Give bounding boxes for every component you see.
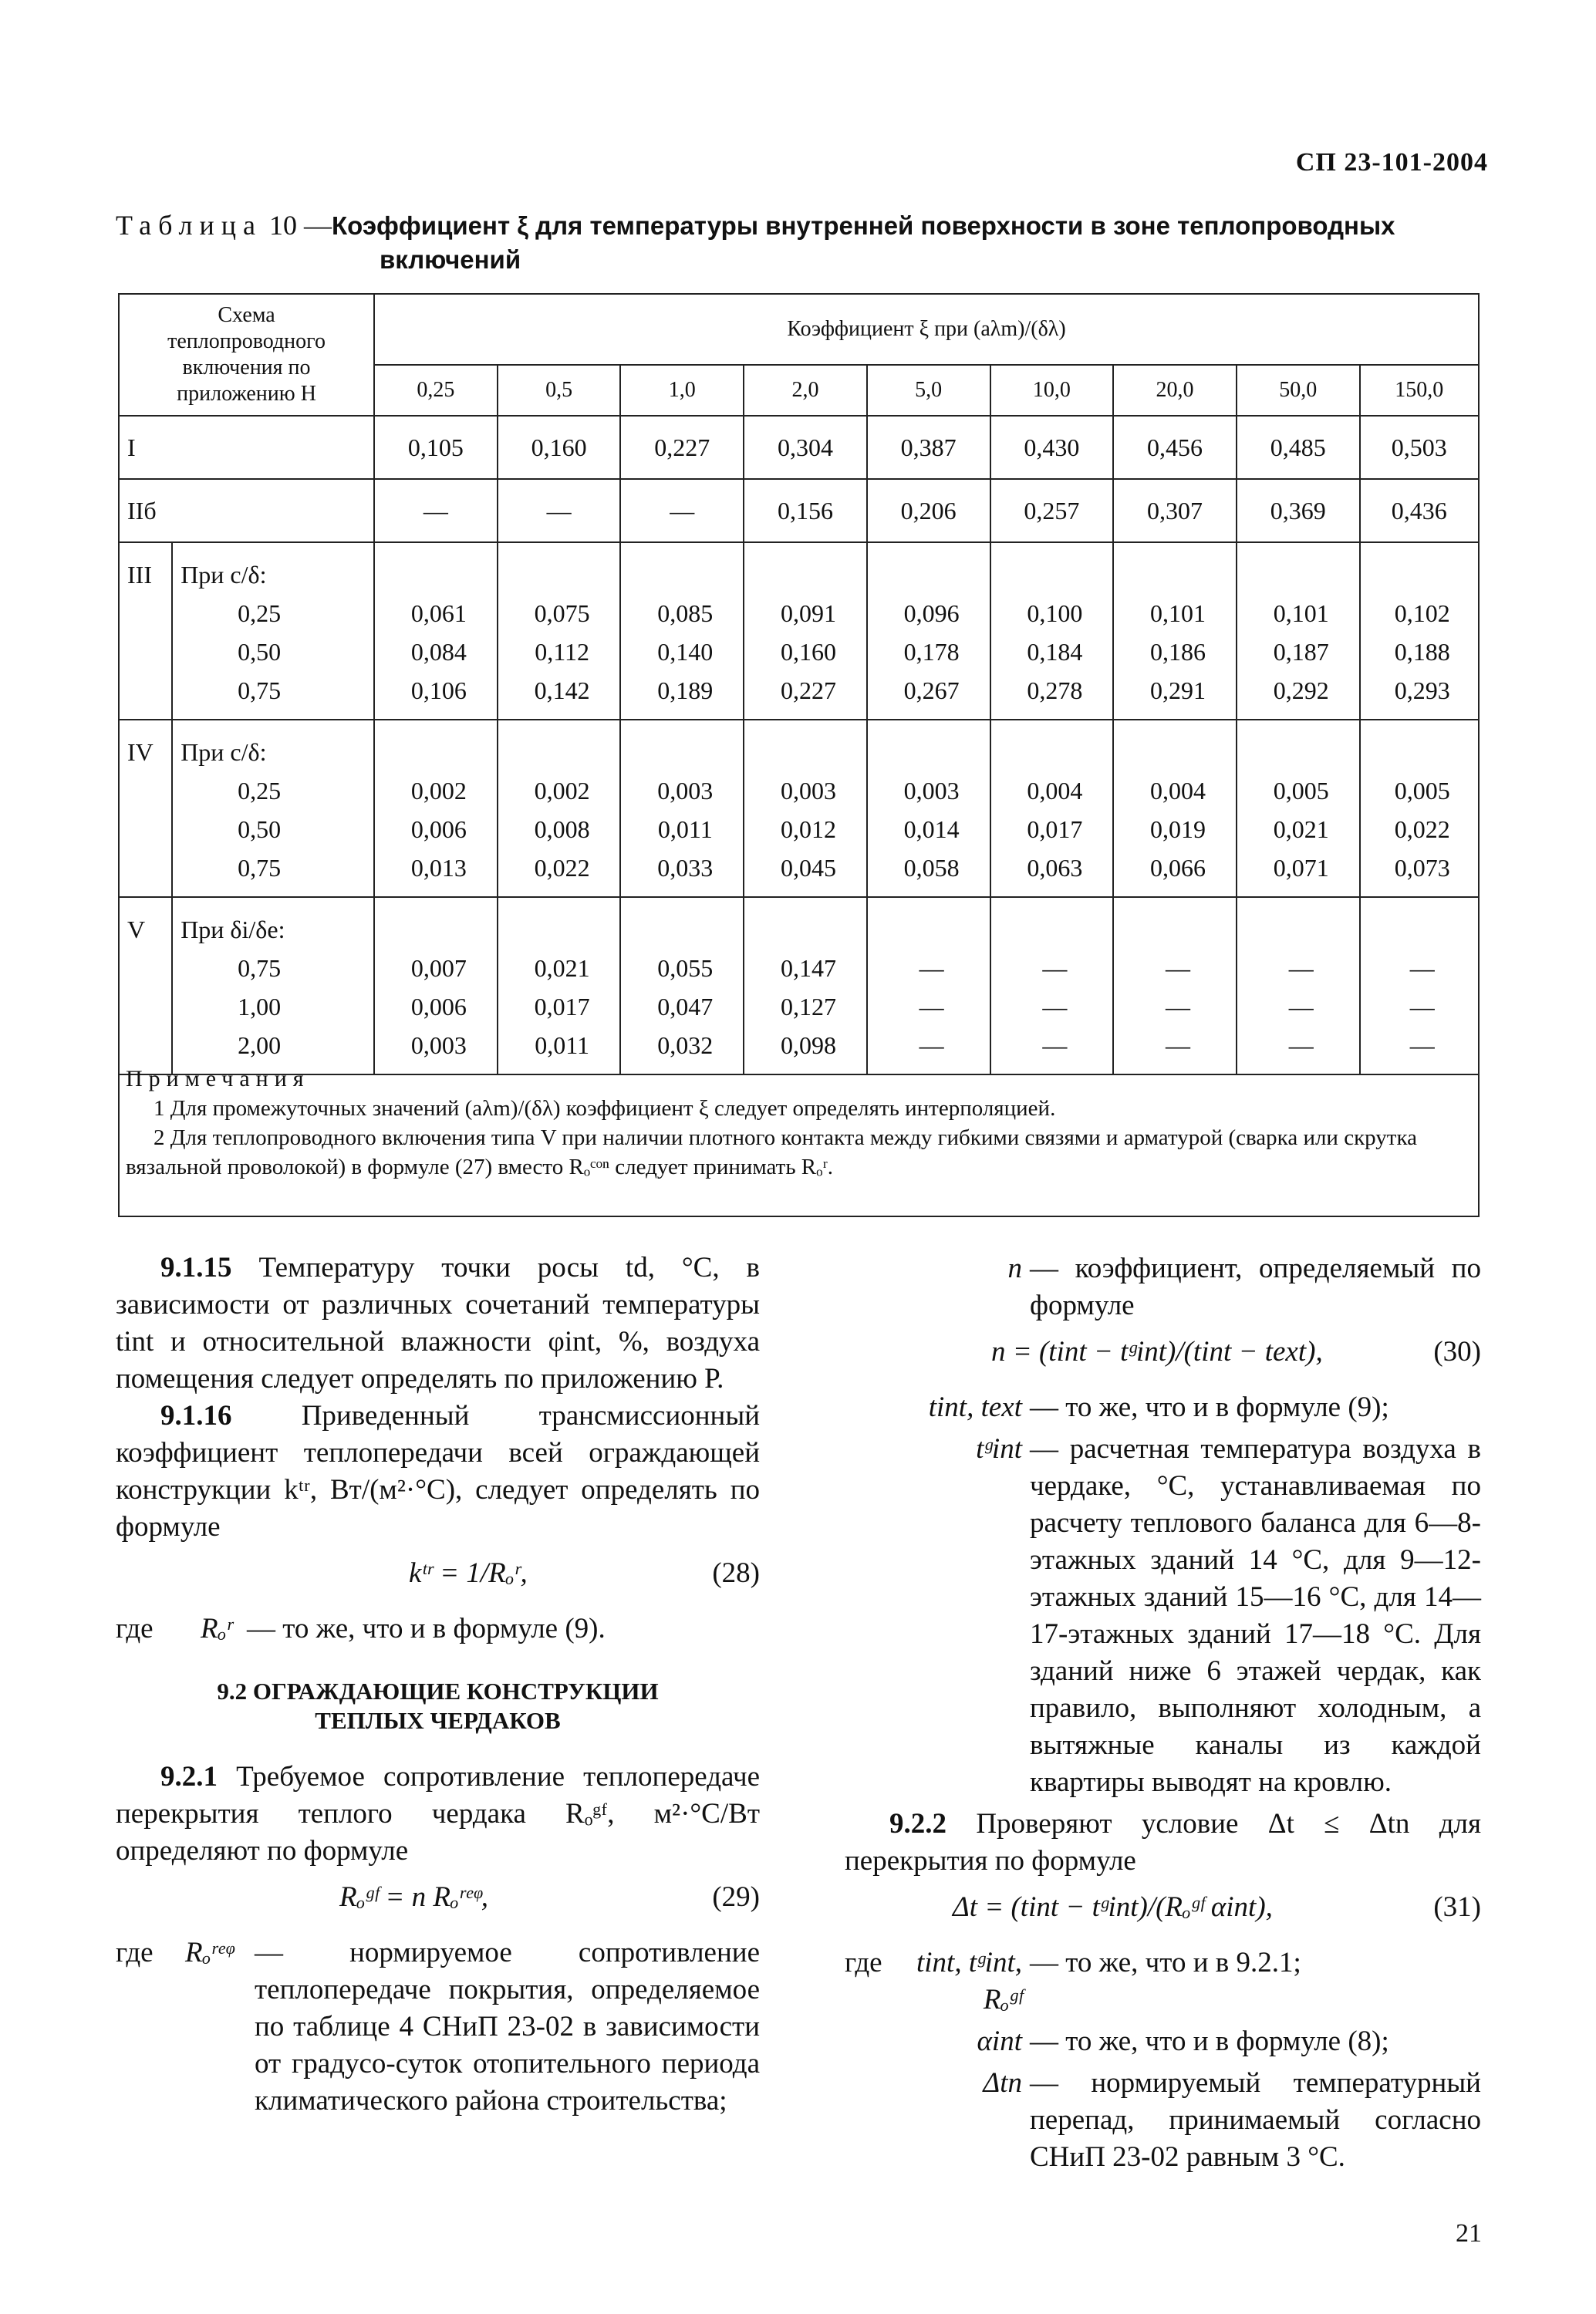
table-caption: [116, 208, 1489, 277]
caption-title-line1: Коэффициент ξ для температуры внутренней поверхности в зоне теплопроводных: [331, 211, 1395, 240]
sub-label: При c/δ:: [181, 738, 267, 766]
document-code: СП 23-101-2004: [1295, 148, 1488, 177]
definition-tgint: [845, 1431, 1481, 1801]
section-heading-line1: 9.2 ОГРАЖДАЮЩИЕ КОНСТРУКЦИИ: [217, 1678, 659, 1705]
clause-text: Приведенный трансмиссионный коэффициент теплопередачи всей ограждающей конструкции kᵗʳ, Вт/(м²·°С), следует определять по формуле: [116, 1400, 761, 1543]
table-cell: — — —: [867, 897, 990, 1074]
definition-text: — коэффициент, определяемый по формуле: [1030, 1253, 1481, 1321]
paragraph-9-1-16: [116, 1398, 760, 1546]
where-label: где: [845, 1947, 882, 1978]
sub-value: 0,25: [238, 599, 282, 627]
clause-number: 9.1.15: [160, 1252, 232, 1283]
table-cell: 0,002 0,008 0,022: [498, 720, 621, 897]
col-header: 1,0: [620, 365, 744, 416]
table-cell: 0,005 0,021 0,071: [1237, 720, 1360, 897]
caption-label: Таблица: [116, 210, 262, 241]
table-cell: 0,100 0,184 0,278: [990, 542, 1114, 720]
left-column: [116, 1250, 760, 2124]
col-header: 10,0: [990, 365, 1114, 416]
row-label: IIб: [119, 479, 374, 542]
row-sub-values: [172, 720, 374, 897]
symbol: tint, text: [928, 1391, 1022, 1423]
clause-number: 9.2.1: [160, 1761, 218, 1793]
table-cell: 0,503: [1360, 416, 1479, 479]
section-heading-line2: ТЕПЛЫХ ЧЕРДАКОВ: [315, 1707, 561, 1734]
sub-value: 1,00: [238, 993, 282, 1020]
sub-value: 0,75: [238, 676, 282, 704]
formula-expression: kᵗʳ = 1/Rₒʳ,: [409, 1557, 528, 1589]
table-cell: 0,002 0,006 0,013: [374, 720, 498, 897]
table-row-III: [119, 542, 1479, 720]
table-cell: 0,227: [620, 416, 744, 479]
row-label: IV: [119, 720, 172, 897]
formula-number: (31): [1433, 1891, 1481, 1923]
clause-text: Температуру точки росы td, °С, в зависимости от различных сочетаний температуры tint и относительной влажности φint, %, воздуха помещения следует определять по приложению Р.: [116, 1252, 761, 1395]
definition-alpha-int: [845, 2023, 1481, 2060]
header-coefficient: Коэффициент ξ при (aλm)/(δλ): [374, 294, 1479, 365]
definition-n: [845, 1250, 1481, 1324]
caption-title-line2: включений: [380, 245, 521, 274]
clause-text: Проверяют условие Δt ≤ Δtn для перекрытия по формуле: [845, 1808, 1482, 1877]
caption-number: 10: [268, 210, 297, 241]
table-cell: 0,156: [744, 479, 867, 542]
table-cell: —: [374, 479, 498, 542]
definition-text: — то же, что и в формуле (9);: [1030, 1391, 1389, 1423]
symbol: tint, tᵍint, Rₒᵍᶠ: [916, 1947, 1022, 2015]
table-cell: 0,257: [990, 479, 1114, 542]
row-label: I: [119, 416, 374, 479]
col-header: 20,0: [1113, 365, 1237, 416]
right-column: [845, 1246, 1481, 2181]
definition-delta-tn: [845, 2065, 1481, 2176]
table-cell: 0,206: [867, 479, 990, 542]
table-cell: 0,102 0,188 0,293: [1360, 542, 1479, 720]
clause-number: 9.1.16: [160, 1400, 232, 1432]
col-header: 50,0: [1237, 365, 1360, 416]
table-cell: 0,085 0,140 0,189: [620, 542, 744, 720]
symbol: Δtn: [983, 2067, 1022, 2099]
notes-heading: Примечания: [126, 1066, 310, 1091]
table-cell: 0,147 0,127 0,098: [744, 897, 867, 1074]
table-cell: 0,005 0,022 0,073: [1360, 720, 1479, 897]
where-label: где: [116, 1613, 154, 1644]
table-cell: — — —: [990, 897, 1114, 1074]
where-label: где: [116, 1937, 154, 1968]
table-cell: 0,387: [867, 416, 990, 479]
sub-label: При c/δ:: [181, 561, 267, 589]
formula-expression: Rₒᵍᶠ = n Rₒʳᵉᵠ,: [339, 1881, 489, 1913]
table-cell: 0,061 0,084 0,106: [374, 542, 498, 720]
table-cell: 0,485: [1237, 416, 1360, 479]
formula-expression: Δt = (tint − tᵍint)/(Rₒᵍᶠ αint),: [953, 1891, 1273, 1923]
symbol: αint: [977, 2026, 1022, 2057]
table-cell: 0,004 0,019 0,066: [1113, 720, 1237, 897]
table-cell: 0,456: [1113, 416, 1237, 479]
symbol: Rₒʳ: [201, 1613, 233, 1644]
definition-tint-text: [845, 1389, 1481, 1426]
table-cell: 0,307: [1113, 479, 1237, 542]
table-cell: — — —: [1237, 897, 1360, 1074]
row-label: V: [119, 897, 172, 1074]
definition-text: — нормируемый температурный перепад, принимаемый согласно СНиП 23-02 равным 3 °С.: [1030, 2067, 1481, 2173]
sub-value: 0,50: [238, 638, 282, 666]
table-row-IIb: [119, 479, 1479, 542]
table-cell: —: [620, 479, 744, 542]
table-cell: 0,003 0,012 0,045: [744, 720, 867, 897]
page-number: 21: [1456, 2219, 1482, 2248]
paragraph-9-2-1: [116, 1759, 760, 1870]
clause-number: 9.2.2: [889, 1808, 946, 1840]
sub-value: 0,75: [238, 954, 282, 982]
table-cell: 0,091 0,160 0,227: [744, 542, 867, 720]
table-cell: 0,007 0,006 0,003: [374, 897, 498, 1074]
sub-value: 0,50: [238, 815, 282, 843]
formula-29: [116, 1879, 760, 1925]
sub-value: 0,25: [238, 777, 282, 805]
table-cell: 0,101 0,187 0,292: [1237, 542, 1360, 720]
formula-28: [116, 1555, 760, 1601]
symbol: n: [1007, 1253, 1022, 1284]
table-row-I: [119, 416, 1479, 479]
formula-number: (29): [712, 1881, 760, 1913]
note-1: 1 Для промежуточных значений (aλm)/(δλ) коэффициент ξ следует определять интерполяцией.: [154, 1096, 1056, 1121]
sub-label: При δi/δe:: [181, 916, 285, 943]
table-cell: — — —: [1360, 897, 1479, 1074]
table-cell: 0,369: [1237, 479, 1360, 542]
col-header: 2,0: [744, 365, 867, 416]
table-cell: 0,160: [498, 416, 621, 479]
table-cell: 0,436: [1360, 479, 1479, 542]
table-cell: 0,105: [374, 416, 498, 479]
table-cell: 0,096 0,178 0,267: [867, 542, 990, 720]
table-cell: 0,304: [744, 416, 867, 479]
note-2: 2 Для теплопроводного включения типа V при наличии плотного контакта между гибкими связями и арматурой (сварка или скрутка вязальной проволокой) в формуле (27) вместо Rₒᶜᵒⁿ следует принимать Rₒʳ.: [126, 1125, 1417, 1179]
definition-text: — то же, что и в формуле (8);: [1030, 2026, 1389, 2057]
row-label: III: [119, 542, 172, 720]
clause-text: Требуемое сопротивление теплопередаче перекрытия теплого чердака Rₒᵍᶠ, м²·°С/Вт определяют по формуле: [116, 1761, 760, 1867]
header-scheme: Схема теплопроводного включения по приложению Н: [119, 294, 374, 416]
table-cell: 0,430: [990, 416, 1114, 479]
paragraph-9-2-2: [845, 1806, 1481, 1880]
definition-text: — расчетная температура воздуха в чердаке, °С, устанавливаемая по расчету теплового баланса для 6—8-этажных зданий 14 °С, для 9—12-этажных зданий 15—16 °С, для 14—17-этажных зданий 17—18 °С. Для зданий ниже 6 этажей чердак, как правило, выполняют холодным, а вытяжные каналы из каждой квартиры выводят на кровлю.: [1030, 1433, 1481, 1798]
definition-group: [845, 1945, 1481, 2019]
formula-number: (28): [712, 1557, 760, 1589]
table-cell: 0,075 0,112 0,142: [498, 542, 621, 720]
definition-text: — нормируемое сопротивление теплопередаче покрытия, определяемое по таблице 4 СНиП 23-02 в зависимости от градусо-суток отопительного периода климатического района строительства;: [255, 1937, 760, 2117]
table-cell: 0,003 0,011 0,033: [620, 720, 744, 897]
row-sub-values: [172, 542, 374, 720]
section-heading: [116, 1677, 760, 1736]
formula-30: [845, 1334, 1481, 1380]
definition-text: — то же, что и в 9.2.1;: [1030, 1947, 1301, 1978]
col-header: 5,0: [867, 365, 990, 416]
formula-31: [845, 1889, 1481, 1935]
table-cell: 0,101 0,186 0,291: [1113, 542, 1237, 720]
paragraph-9-1-15: [116, 1250, 760, 1398]
coefficient-table: [118, 293, 1480, 1075]
table-cell: 0,055 0,047 0,032: [620, 897, 744, 1074]
table-cell: — — —: [1113, 897, 1237, 1074]
sub-value: 0,75: [238, 854, 282, 882]
table-cell: 0,003 0,014 0,058: [867, 720, 990, 897]
table-notes: [118, 1058, 1480, 1217]
definition-text: — то же, что и в формуле (9).: [247, 1613, 606, 1644]
formula-number: (30): [1433, 1336, 1481, 1368]
col-header: 150,0: [1360, 365, 1479, 416]
col-header: 0,5: [498, 365, 621, 416]
caption-dash: —: [303, 210, 332, 241]
table-row-V: [119, 897, 1479, 1074]
symbol: Rₒʳᵉᵠ: [185, 1937, 234, 1968]
col-header: 0,25: [374, 365, 498, 416]
definition-r0req: [116, 1935, 760, 2120]
table-cell: 0,004 0,017 0,063: [990, 720, 1114, 897]
table-row-IV: [119, 720, 1479, 897]
table-cell: 0,021 0,017 0,011: [498, 897, 621, 1074]
formula-expression: n = (tint − tᵍint)/(tint − text),: [991, 1336, 1323, 1368]
symbol: tᵍint: [976, 1433, 1022, 1465]
sub-value: 2,00: [238, 1031, 282, 1059]
table-cell: —: [498, 479, 621, 542]
definition-r0r: [116, 1611, 760, 1648]
row-sub-values: [172, 897, 374, 1074]
